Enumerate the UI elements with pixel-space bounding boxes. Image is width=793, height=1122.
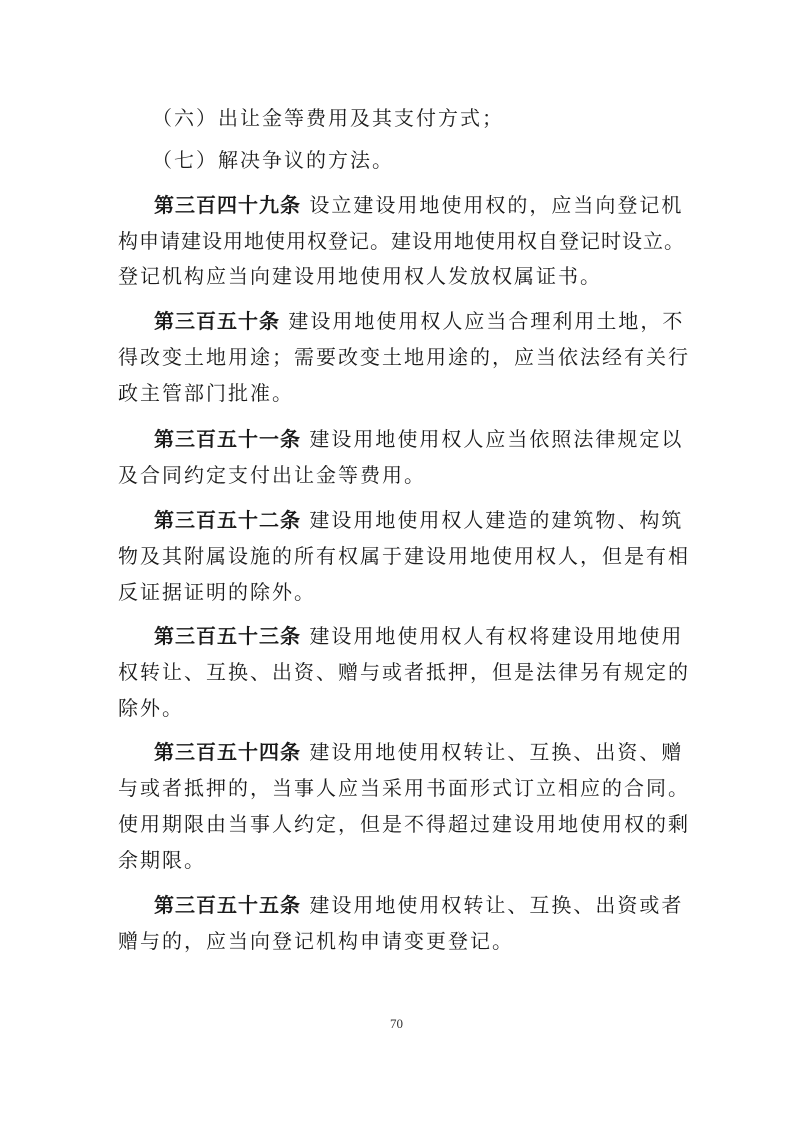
line-text: 登记机构应当向建设用地使用权人发放权属证书。 (118, 264, 602, 288)
line-text: 余期限。 (118, 848, 206, 872)
article-line (154, 622, 683, 650)
article-line (154, 425, 683, 453)
article-line (154, 191, 683, 219)
text-line (118, 379, 294, 407)
text-line (118, 343, 690, 371)
text-line (118, 227, 685, 255)
text-line (118, 461, 426, 489)
article-heading: 第三百五十五条 (154, 893, 301, 917)
article-line (154, 891, 683, 919)
line-text: 设立建设用地使用权的，应当向登记机 (301, 193, 684, 217)
text-line (152, 146, 394, 174)
text-line (152, 104, 504, 132)
article-line (154, 307, 684, 335)
line-text: 建设用地使用权人建造的建筑物、构筑 (301, 508, 684, 532)
page-number: 70 (390, 1016, 403, 1031)
article-line (154, 506, 683, 534)
article-heading: 第三百五十条 (154, 309, 280, 333)
line-text: 建设用地使用权转让、互换、出资或者 (301, 893, 684, 917)
article-heading: 第三百五十三条 (154, 624, 301, 648)
line-text: 建设用地使用权人有权将建设用地使用 (301, 624, 684, 648)
article-heading: 第三百五十二条 (154, 508, 301, 532)
text-line (118, 774, 690, 802)
line-text: 权转让、互换、出资、赠与或者抵押，但是法律另有规定的 (118, 660, 690, 684)
text-line (118, 810, 690, 838)
line-text: 物及其附属设施的所有权属于建设用地使用权人，但是有相 (118, 544, 690, 568)
line-text: 及合同约定支付出让金等费用。 (118, 463, 426, 487)
line-text: 政主管部门批准。 (118, 381, 294, 405)
line-text: 使用期限由当事人约定，但是不得超过建设用地使用权的剩 (118, 812, 690, 836)
article-heading: 第三百五十一条 (154, 427, 301, 451)
text-line (118, 846, 206, 874)
text-line (118, 658, 690, 686)
line-text: 建设用地使用权人应当合理利用土地，不 (280, 309, 685, 333)
line-text: 得改变土地用途；需要改变土地用途的，应当依法经有关行 (118, 345, 690, 369)
article-line (154, 738, 683, 766)
text-line (118, 262, 602, 290)
text-line (118, 542, 690, 570)
line-text: 建设用地使用权人应当依照法律规定以 (301, 427, 684, 451)
text-line (118, 694, 184, 722)
line-text: 反证据证明的除外。 (118, 580, 316, 604)
line-text: 与或者抵押的，当事人应当采用书面形式订立相应的合同。 (118, 776, 690, 800)
text-line (118, 927, 514, 955)
line-text: 构申请建设用地使用权登记。建设用地使用权自登记时设立。 (118, 229, 685, 253)
line-text: 赠与的，应当向登记机构申请变更登记。 (118, 929, 514, 953)
line-text: 除外。 (118, 696, 184, 720)
line-text: （七）解决争议的方法。 (152, 148, 394, 172)
text-line (118, 578, 316, 606)
article-heading: 第三百五十四条 (154, 740, 301, 764)
line-text: 建设用地使用权转让、互换、出资、赠 (301, 740, 684, 764)
line-text: （六）出让金等费用及其支付方式； (152, 106, 504, 130)
article-heading: 第三百四十九条 (154, 193, 301, 217)
